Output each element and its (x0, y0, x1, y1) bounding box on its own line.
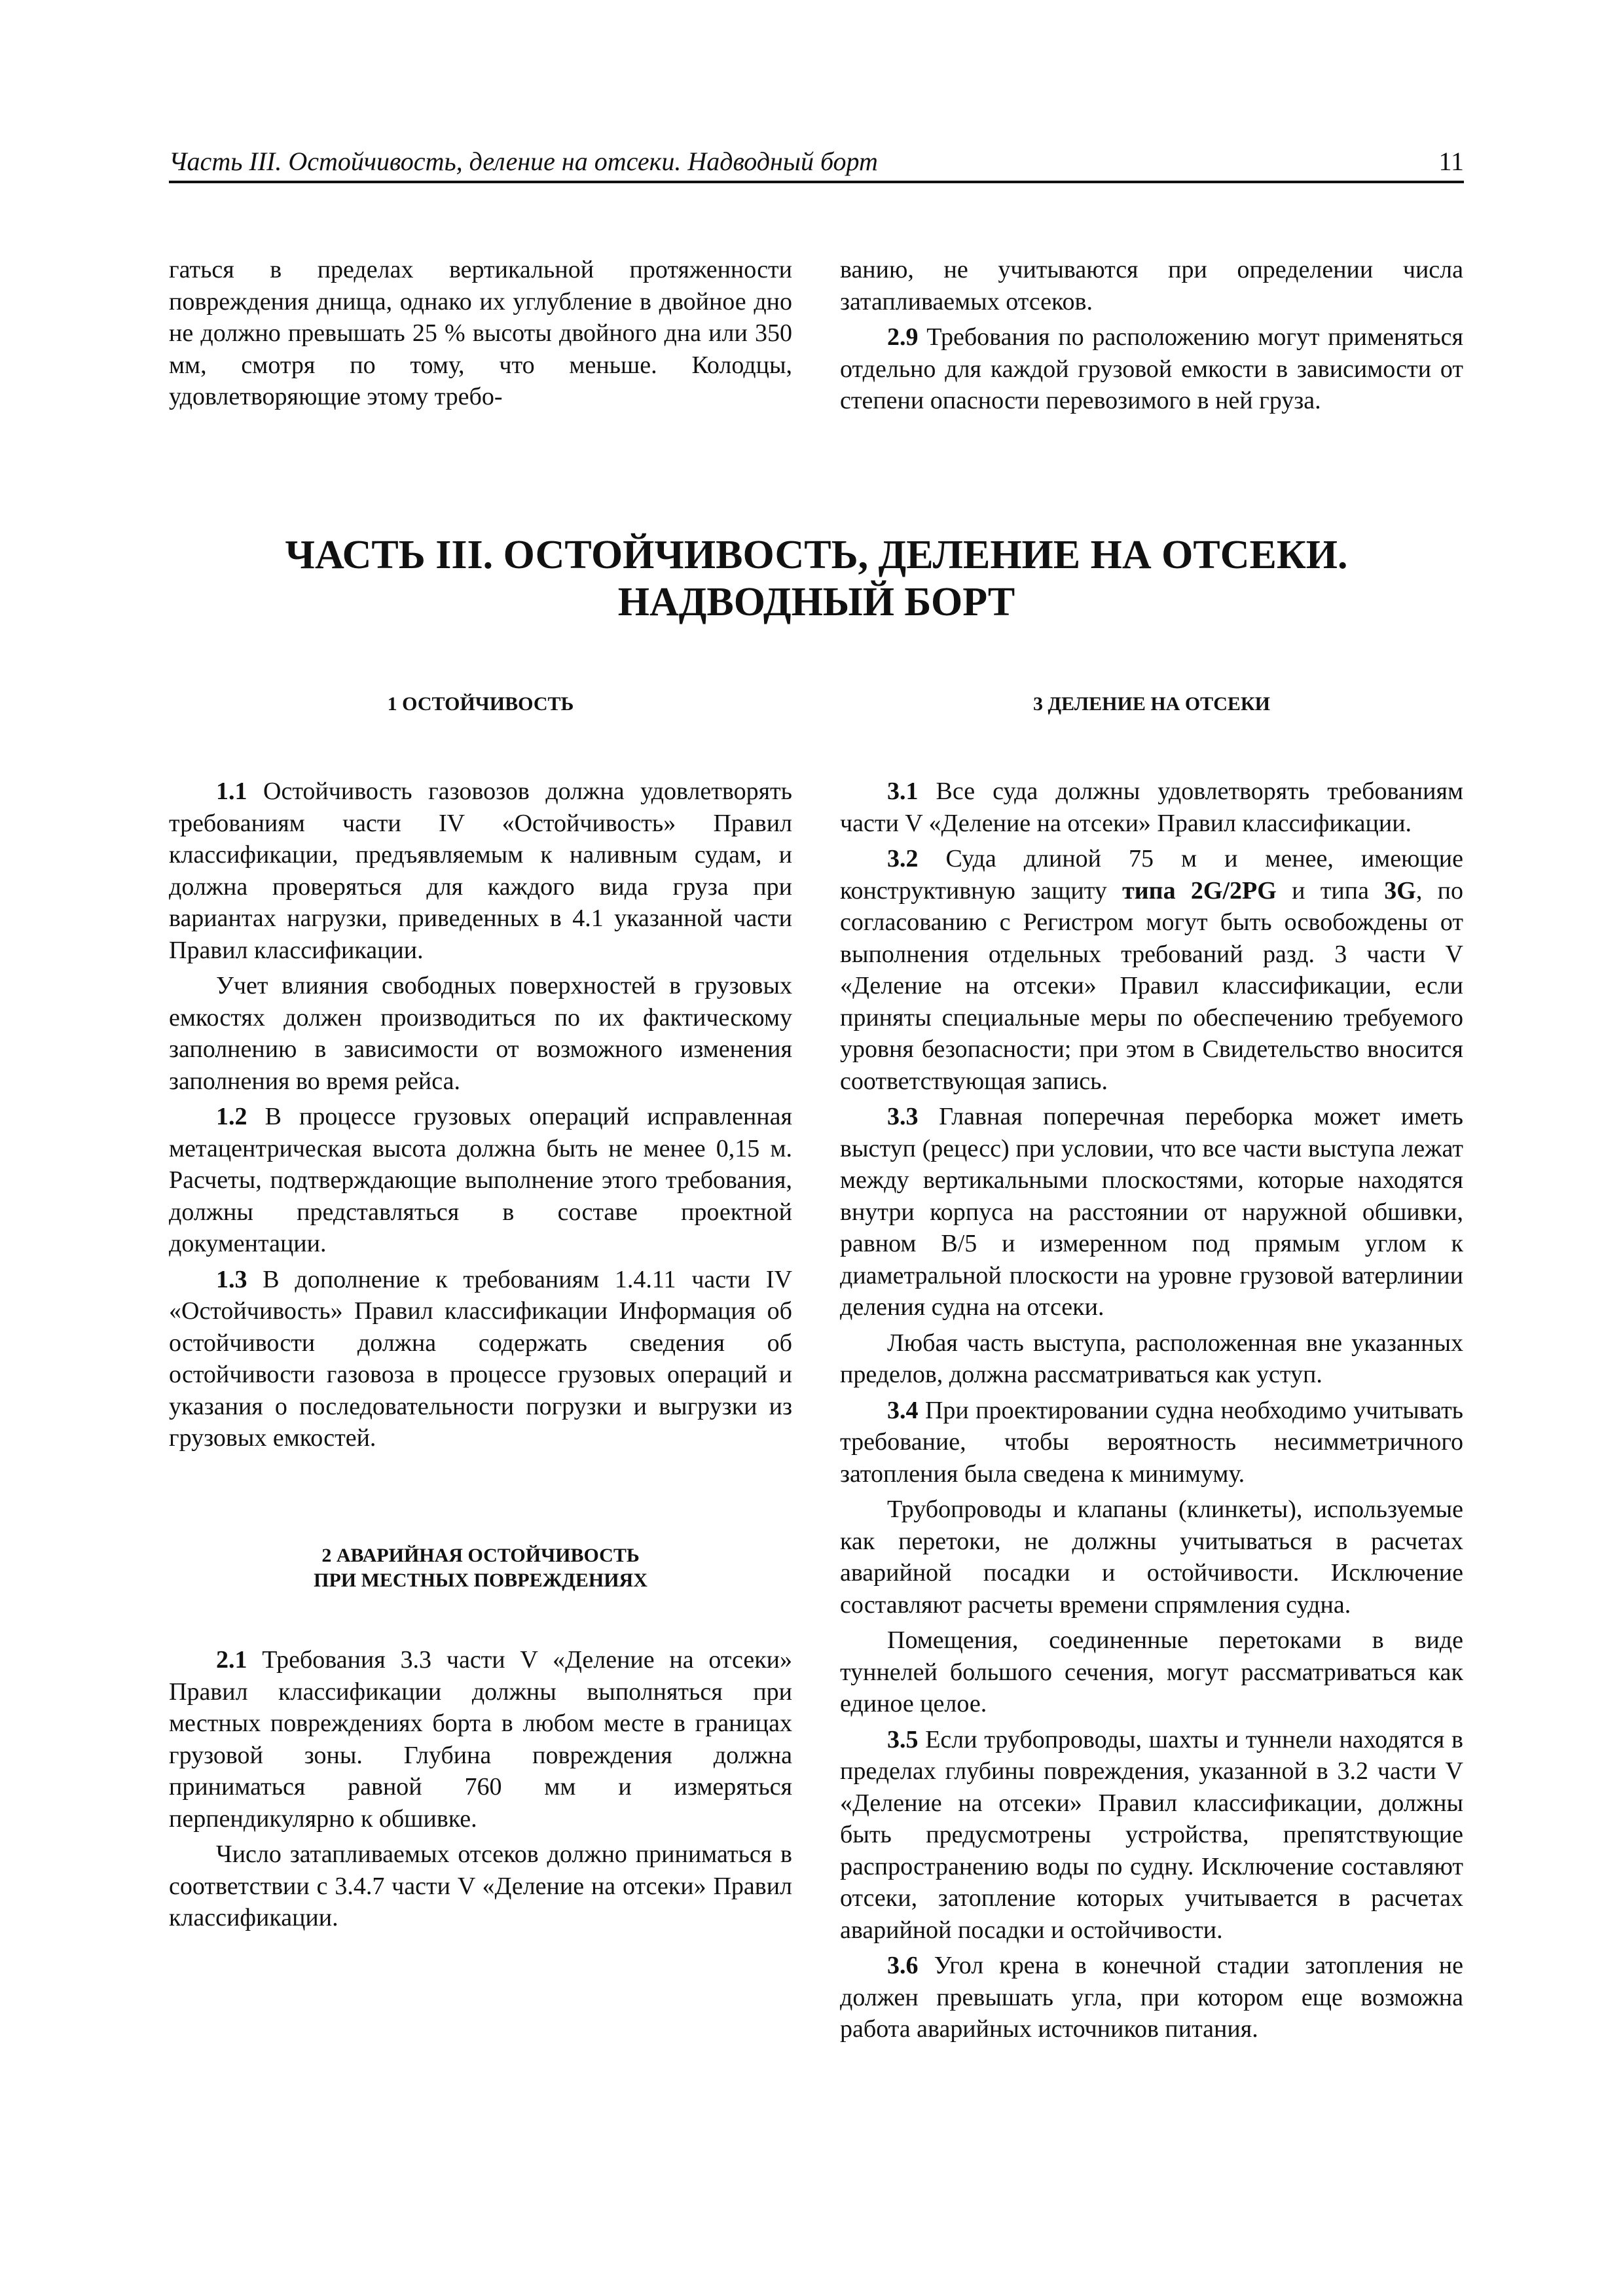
section-heading: 2 АВАРИЙНАЯ ОСТОЙЧИВОСТЬ ПРИ МЕСТНЫХ ПОВРЕЖДЕНИЯХ (314, 1545, 647, 1591)
paragraph: Трубопроводы и клапаны (клинкеты), используемые как перетоки, не должны учитываться в расчетах аварийной посадки и остойчивости. Исключение составляют расчеты времени спрямления судна. (840, 1496, 1463, 1619)
clause-number: 3.5 (887, 1725, 919, 1753)
section-heading: 1 ОСТОЙЧИВОСТЬ (387, 693, 574, 715)
paragraph: 3.4 При проектировании судна необходимо учитывать требование, чтобы вероятность несимметричного затопления была сведена к минимуму. (840, 1396, 1463, 1488)
clause-number: 3.1 (887, 778, 919, 805)
paragraph: 3.5 Если трубопроводы, шахты и туннели находятся в пределах глубины повреждения, указанной в 3.2 части V «Деление на отсеки» Правил классификации, должны быть предусмотрены устройства, препятствующие распространению воды по судну. Исключение составляют отсеки, затопление которых учитывается в расчетах аварийной посадки и остойчивости. (840, 1725, 1463, 1944)
section-1 (169, 692, 792, 1454)
paragraph: 3.6 Угол крена в конечной стадии затопления не должен превышать угла, при котором еще возможна работа аварийных источников питания. (840, 1952, 1463, 2043)
section-3 (840, 692, 1463, 2045)
paragraph: 1.3 В дополнение к требованиям 1.4.11 части IV «Остойчивость» Правил классификации Информация об остойчивости должна содержать сведения об остойчивости газовоза в процессе грузовых операций и указания о последовательности погрузки и выгрузки из грузовых емкостей. (169, 1265, 792, 1452)
clause-number: 3.3 (887, 1103, 919, 1130)
paragraph: 1.2 В процессе грузовых операций исправленная метацентрическая высота должна быть не менее 0,15 м. Расчеты, подтверждающие выполнение этого требования, должны представляться в составе проектной документации. (169, 1103, 792, 1257)
paragraph: Помещения, соединенные перетоками в виде туннелей большого сечения, могут рассматриваться как единое целое. (840, 1626, 1463, 1717)
top-left-continuation (169, 254, 792, 413)
running-header (169, 143, 1464, 183)
part-title-line-1: ЧАСТЬ III. ОСТОЙЧИВОСТЬ, ДЕЛЕНИЕ НА ОТСЕКИ. (285, 533, 1348, 577)
section-heading: 3 ДЕЛЕНИЕ НА ОТСЕКИ (1033, 693, 1270, 715)
clause-number: 2.1 (216, 1646, 247, 1674)
clause-number: 3.6 (887, 1952, 919, 1979)
running-title: Часть III. Остойчивость, деление на отсеки. Надводный борт (169, 147, 878, 176)
section-2 (169, 1543, 792, 1934)
clause-number: 1.2 (216, 1103, 247, 1130)
paragraph: Любая часть выступа, расположенная вне указанных пределов, должна рассматриваться как уступ. (840, 1329, 1463, 1388)
paragraph: 2.9 Требования по расположению могут применяться отдельно для каждой грузовой емкости в зависимости от степени опасности перевозимого в ней груза. (840, 323, 1463, 414)
paragraph: гаться в пределах вертикальной протяженности повреждения днища, однако их углубление в двойное дно не должно превышать 25 % высоты двойного дна или 350 мм, смотря по тому, что меньше. Колодцы, удовлетворяющие этому требо- (169, 256, 792, 410)
paragraph: Учет влияния свободных поверхностей в грузовых емкостях должен производиться по их фактическому заполнению в зависимости от возможного изменения заполнения во время рейса. (169, 972, 792, 1095)
clause-number: 3.4 (887, 1396, 919, 1424)
page-number: 11 (1438, 147, 1464, 176)
paragraph: Число затапливаемых отсеков должно приниматься в соответствии с 3.4.7 части V «Деление на отсеки» Правил классификации. (169, 1840, 792, 1931)
top-right-continuation (840, 254, 1463, 417)
paragraph: 3.3 Главная поперечная переборка может иметь выступ (рецесс) при условии, что все части выступа лежат между вертикальными плоскостями, которые находятся внутри корпуса на расстоянии от наружной обшивки, равном B/5 и измеренном под прямым углом к диаметральной плоскости на уровне грузовой ватерлинии деления судна на отсеки. (840, 1103, 1463, 1321)
clause-number: 1.1 (216, 778, 247, 805)
clause-number: 1.3 (216, 1265, 247, 1293)
part-title (169, 531, 1464, 626)
paragraph: 1.1 Остойчивость газовозов должна удовлетворять требованиям части IV «Остойчивость» Правил классификации, предъявляемым к наливным судам, и должна проверяться для каждого вида груза при вариантах нагрузки, приведенных в 4.1 указанной части Правил классификации. (169, 778, 792, 964)
paragraph: 3.2 Суда длиной 75 м и менее, имеющие конструктивную защиту типа 2G/2PG и типа 3G, по согласованию с Регистром могут быть освобождены от выполнения отдельных требований разд. 3 части V «Деление на отсеки» Правил классификации, если приняты специальные меры по обеспечению требуемого уровня безопасности; при этом в Свидетельство вносится соответствующая запись. (840, 845, 1464, 1095)
part-title-line-2: НАДВОДНЫЙ БОРТ (617, 580, 1015, 624)
clause-number: 2.9 (887, 323, 919, 351)
clause-number: 3.2 (887, 845, 919, 872)
paragraph: ванию, не учитываются при определении числа затапливаемых отсеков. (840, 256, 1463, 315)
paragraph: 2.1 Требования 3.3 части V «Деление на отсеки» Правил классификации должны выполняться при местных повреждениях борта в любом месте в границах грузовой зоны. Глубина повреждения должна приниматься равной 760 мм и измеряться перпендикулярно к обшивке. (169, 1646, 792, 1833)
paragraph: 3.1 Все суда должны удовлетворять требованиям части V «Деление на отсеки» Правил классификации. (840, 778, 1463, 837)
